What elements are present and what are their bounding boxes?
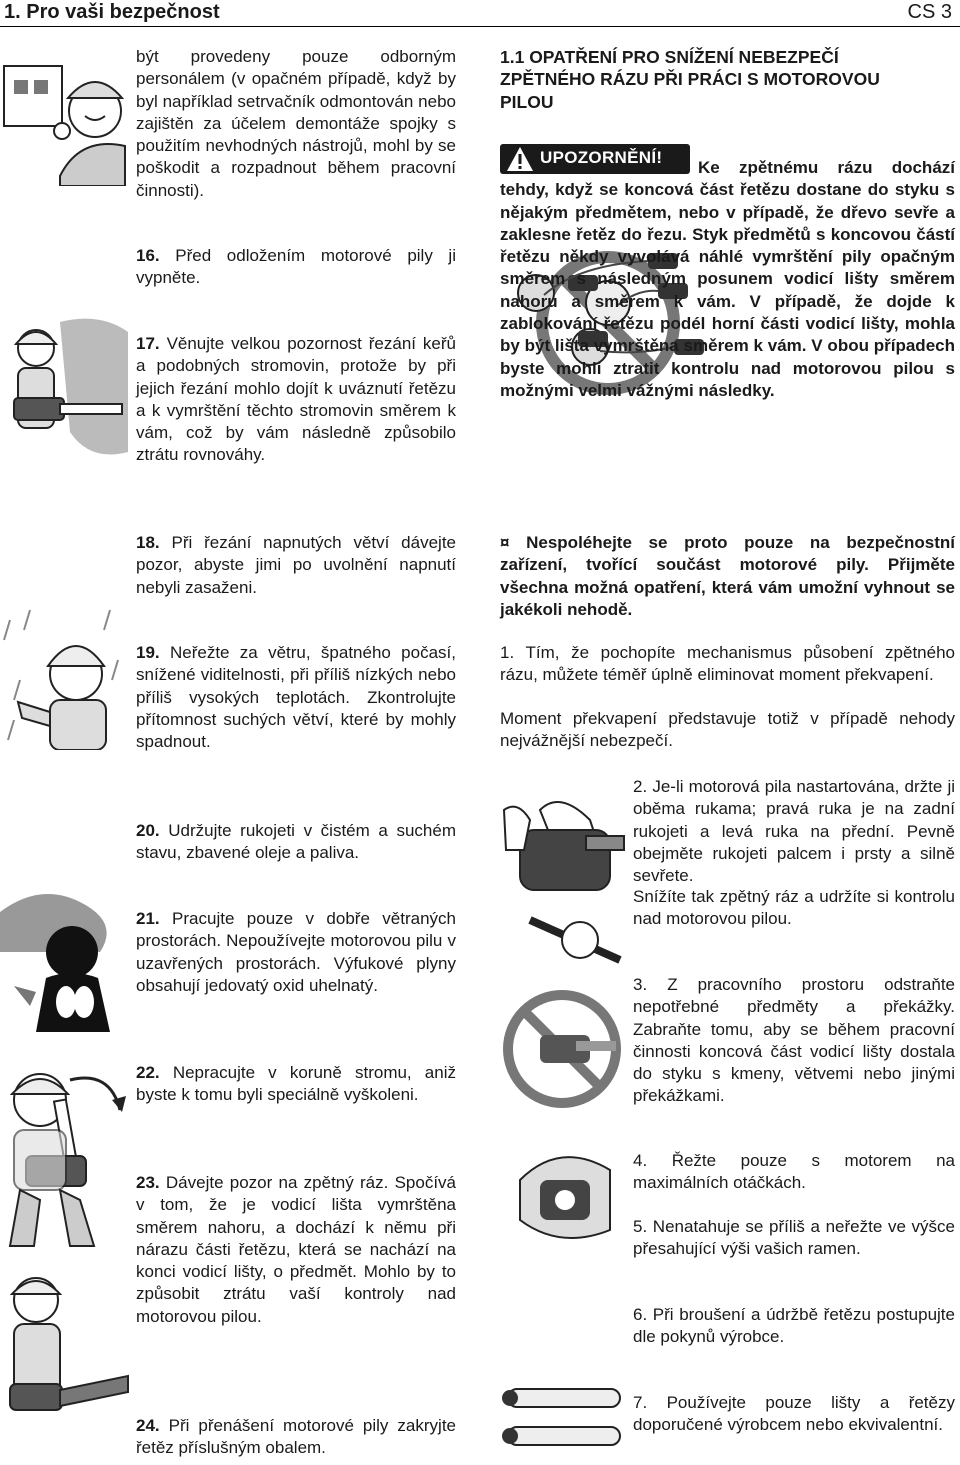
list-item-16 — [136, 245, 456, 290]
item-number: 18. — [136, 533, 160, 552]
list-item-20 — [136, 820, 456, 865]
item-text: Nepracujte v koruně stromu, aniž byste k tomu byli speciálně vyškoleni. — [136, 1063, 456, 1105]
precaution-4: 4. Řežte pouze s motorem na maximálních otáčkách. — [633, 1151, 955, 1193]
item-text: Pracujte pouze v dobře větraných prostorách. Nepoužívejte motorovou pilu v uzavřených prostorách. Výfukové plyny obsahují jedovatý oxid uhelnatý. — [136, 909, 456, 995]
precaution-2: 2. Je-li motorová pila nastartována, držte ji oběma rukama; pravá ruka je na zadní rukojeti a levá ruka na přední. Pevně obejměte rukojeti palcem i prsty a silně sevřete. — [633, 777, 955, 886]
item-text: Udržujte rukojeti v čistém a suchém stavu, zbavené oleje a paliva. — [136, 821, 456, 863]
list-item-17 — [136, 333, 456, 467]
list-item-18 — [136, 532, 456, 599]
warning-text: Ke zpětnému rázu dochází tehdy, když se koncová část řetězu dostane do styku s nějakým předmětem, nebo v případě, že dřevo sevře a zaklesne řetěz do řezu. Styk předmětů s koncovou částí řetězu někdy vyvolává náhlé vymrštění pily opačným směrem s následným posunem vodicí lišty směrem nahoru a směrem k vám. V případě, že dojde k zablokování řetězu podél horní části vodicí lišty, mohla by být lišta vymrštěna směrem k vám. V obou případech byste mohli ztratit kontrolu nad motorovou pilou s možnými velmi vážnými následky. — [500, 158, 955, 400]
worker-carrying-saw-illustration — [0, 1270, 130, 1450]
list-item-23 — [136, 1172, 456, 1328]
guide-bar-chain-illustration — [500, 1375, 625, 1460]
item-number: 23. — [136, 1173, 160, 1192]
item-number: 24. — [136, 1416, 160, 1435]
page-number: CS 3 — [907, 1, 952, 23]
item-number: 16. — [136, 246, 160, 265]
item-number: 19. — [136, 643, 160, 662]
precaution-5: 5. Nenatahuje se příliš a neřežte ve výšce přesahující výši vašich ramen. — [633, 1217, 955, 1259]
worker-cutting-bush-illustration — [0, 312, 130, 462]
list-item-19 — [136, 642, 456, 753]
precaution-7: 7. Používejte pouze lišty a řetězy doporučené výrobcem nebo ekvivalentní. — [633, 1393, 955, 1435]
item-number: 17. — [136, 334, 160, 353]
item-number: 22. — [136, 1063, 160, 1082]
item-text: Před odložením motorové pily ji vypněte. — [136, 246, 456, 288]
worker-in-rain-illustration — [0, 600, 130, 750]
worker-kickback-illustration — [0, 1060, 130, 1250]
header-rule — [0, 26, 960, 27]
list-item-21 — [136, 908, 456, 997]
item-text: Neřežte za větru, špatného počasí, snížené viditelnosti, při příliš nízkých nebo příliš vysokých teplotách. Zkontrolujte přítomnost suchých větví, které by mohly spadnout. — [136, 643, 456, 752]
max-rpm-illustration — [500, 1140, 625, 1260]
item-text: Při přenášení motorové pily zakryjte řetěz příslušným obalem. — [136, 1416, 456, 1458]
item-number: 21. — [136, 909, 160, 928]
precaution-2-note: Snížíte tak zpětný ráz a udržíte si kontrolu nad motorovou pilou. — [633, 887, 955, 929]
precaution-1: 1. Tím, že pochopíte mechanismus působení zpětného rázu, můžete téměř úplně eliminovat moment překvapení. — [500, 643, 955, 685]
page-header — [0, 0, 960, 27]
exhaust-fumes-illustration — [0, 882, 130, 1042]
precaution-6: 6. Při broušení a údržbě řetězu postupujte dle pokynů výrobce. — [633, 1305, 955, 1347]
item-number: 20. — [136, 821, 160, 840]
safety-bullet — [500, 532, 955, 621]
warning-label: UPOZORNĚNÍ! — [540, 148, 663, 167]
section-title: 1. Pro vaši bezpečnost — [4, 1, 220, 23]
precaution-1-note: Moment překvapení představuje totiž v případě nehody nejvážnější nebezpečí. — [500, 709, 955, 751]
obstacle-prohibited-illustration — [500, 985, 625, 1115]
item-text: Věnujte velkou pozornost řezání keřů a podobných stromovin, protože by při jejich řezání mohlo dojít k uváznutí řetězu a k vymrštění těchto stromovin směrem k vám, což by vám následně způsobilo ztrátu rovnováhy. — [136, 334, 456, 465]
item-text: Při řezání napnutých větví dávejte pozor, abyste jimi po uvolnění napnutí nebyli zasaženi. — [136, 533, 456, 597]
section-heading: 1.1 OPATŘENÍ PRO SNÍŽENÍ NEBEZPEČÍ ZPĚTNÉHO RÁZU PŘI PRÁCI S MOTOROVOU PILOU — [500, 47, 880, 112]
item-text: Dávejte pozor na zpětný ráz. Spočívá v tom, že je vodicí lišta vymrštěna směrem nahoru, a dochází k němu při nárazu části řetězu, která se nachází na konci vodicí lišty, o předmět. Mohlo by to způsobit ztrátu vaší kontroly nad motorovou pilou. — [136, 1173, 456, 1326]
bullet-symbol: ¤ — [500, 533, 510, 552]
bullet-text: Nespoléhejte se proto pouze na bezpečnostní zařízení, tvořící součást motorové pily. Přijměte všechna možná opatření, která vám umožní vyhnout se jakékoli nehodě. — [500, 533, 955, 619]
precaution-3: 3. Z pracovního prostoru odstraňte nepotřebné předměty a překážky. Zabraňte tomu, aby se během pracovní činnosti koncová část vodicí lišty dostala do styku s kmeny, větvemi nebo jinými překážkami. — [633, 975, 955, 1106]
paragraph-continuation: být provedeny pouze odborným personálem (v opačném případě, když by byl například setrvačník odmontován nebo zajištěn za účelem demontáže spojky s použitím nevhodných nástrojů, mohl by se poškodit a rozpadnout během pracovní činnosti). — [136, 47, 456, 200]
worker-checking-saw-illustration — [0, 36, 130, 186]
list-item-24 — [136, 1415, 456, 1460]
two-hand-grip-illustration — [500, 790, 625, 990]
list-item-22 — [136, 1062, 456, 1107]
